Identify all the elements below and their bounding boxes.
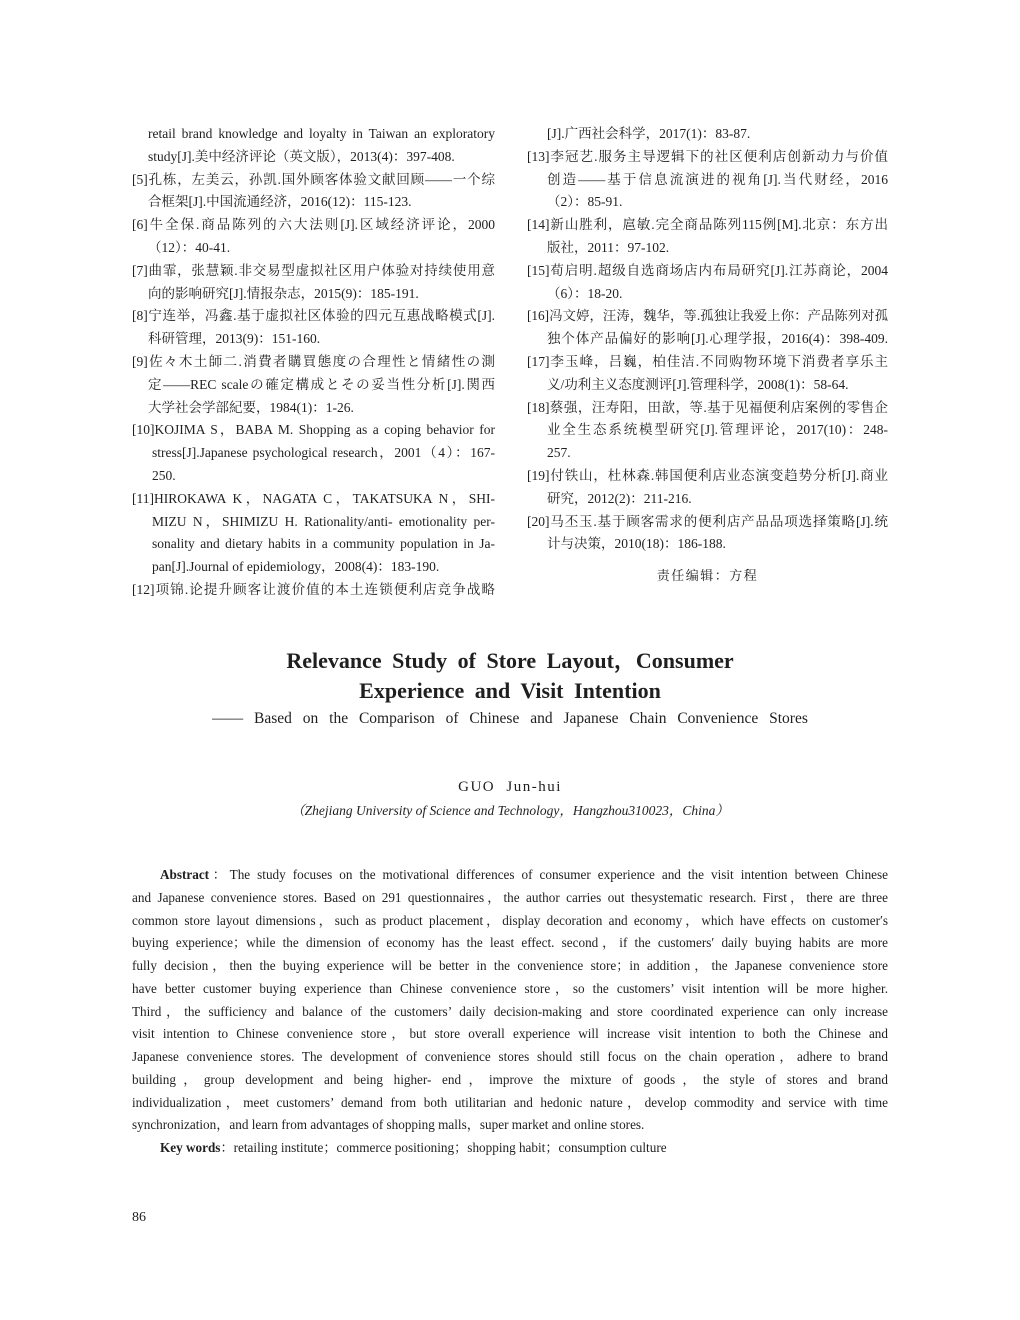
article-subtitle: —— Based on the Comparison of Chinese and Japanese Chain Convenience Stores bbox=[212, 710, 808, 727]
reference-item bbox=[527, 305, 888, 351]
reference-item bbox=[132, 260, 495, 306]
abstract-line: and Japanese convenience stores. Based on 291 questionnaires，the author carries out thesystematic research. First，there are three bbox=[132, 889, 888, 905]
abstract-text: ：The study focuses on the motivational differences of consumer experience and the visit intention between Chinese bbox=[209, 867, 888, 882]
reference-line: 义/功利主义态度测评[J].管理科学，2008(1)：58-64. bbox=[547, 376, 849, 392]
reference-item bbox=[132, 351, 495, 419]
reference-line: [8]宁连举，冯鑫.基于虚拟社区体验的四元互惠战略模式[J]. bbox=[132, 308, 495, 324]
abstract-line bbox=[132, 864, 888, 887]
abstract bbox=[132, 864, 888, 1160]
abstract-line: buying experience；while the dimension of economy has the least effect. second，if the customers′ daily buying habits are more bbox=[132, 935, 888, 951]
abstract-line: fully decision，then the buying experience will be better in the convenience store；in addition，the Japanese convenience store bbox=[132, 958, 888, 973]
abstract-line: synchronization，and learn from advantages of shopping malls，super market and online stores. bbox=[132, 1117, 645, 1133]
reference-line: （2）：85-91. bbox=[547, 194, 623, 210]
reference-line: 大学社会学部紀要，1984(1)：1-26. bbox=[148, 399, 354, 415]
keywords-label: Key words bbox=[160, 1140, 221, 1155]
reference-item bbox=[527, 214, 888, 260]
reference-item bbox=[527, 146, 888, 214]
reference-line: [9]佐々木土師二.消費者購買態度の合理性と情緒性の測 bbox=[132, 353, 495, 369]
reference-item bbox=[527, 123, 888, 146]
reference-line: study[J].美中经济评论（英文版），2013(4)：397-408. bbox=[148, 148, 455, 164]
abstract-line: individualization，meet customers’ demand from both utilitarian and hedonic nature，develop commodity and service with time bbox=[132, 1094, 888, 1110]
abstract-line: visit intention to Chinese convenience store，but store overall experience will increase visit intention to both the Chinese and bbox=[132, 1026, 888, 1042]
reference-line: [20]马丕玉.基于顾客需求的便利店产品品项选择策略[J].统 bbox=[527, 513, 888, 529]
reference-item bbox=[527, 351, 888, 397]
keywords bbox=[132, 1137, 888, 1160]
reference-line: [6]牛全保.商品陈列的六大法则[J].区域经济评论，2000 bbox=[132, 217, 495, 233]
keywords-text: ：retailing institute；commerce positioning；shopping habit；consumption culture bbox=[220, 1140, 667, 1155]
reference-line: retail brand knowledge and loyalty in Taiwan an exploratory bbox=[148, 126, 495, 141]
abstract-line: Third，the sufficiency and balance of the customers’ daily decision-making and store coordinated experience can only increase bbox=[132, 1003, 888, 1019]
reference-line: 250. bbox=[152, 467, 176, 483]
reference-item bbox=[132, 214, 495, 260]
reference-line: [14]新山胜利，扈敏.完全商品陈列115例[M].北京：东方出 bbox=[527, 217, 888, 233]
reference-line: [10]KOJIMA S，BABA M. Shopping as a coping behavior for bbox=[132, 422, 495, 438]
reference-line: MIZU N，SHIMIZU H. Rationality/anti- emotionality per- bbox=[152, 513, 495, 529]
reference-line: pan[J].Journal of epidemiology，2008(4)：183-190. bbox=[152, 559, 440, 575]
reference-item bbox=[527, 260, 888, 306]
reference-line: [7]曲霏，张慧颖.非交易型虚拟社区用户体验对持续使用意 bbox=[132, 262, 495, 278]
reference-line: sonality and dietary habits in a community population in Ja- bbox=[152, 536, 495, 552]
page-number: 86 bbox=[132, 1210, 146, 1225]
reference-item bbox=[132, 488, 495, 579]
author-name: GUO Jun-hui bbox=[458, 779, 562, 795]
reference-item bbox=[527, 465, 888, 511]
reference-line: 257. bbox=[547, 445, 571, 461]
reference-line: stress[J].Japanese psychological research，2001（4）：167- bbox=[152, 445, 495, 461]
reference-item bbox=[527, 511, 888, 557]
reference-line: [15]荀启明.超级自选商场店内布局研究[J].江苏商论，2004 bbox=[527, 262, 888, 278]
reference-line: 研究，2012(2)：211-216. bbox=[547, 490, 692, 506]
reference-line: 独个体产品偏好的影响[J].心理学报，2016(4)：398-409. bbox=[547, 331, 888, 347]
reference-item bbox=[132, 419, 495, 487]
reference-item bbox=[132, 305, 495, 351]
reference-line: [12]项锦.论提升顾客让渡价值的本土连锁便利店竞争战略 bbox=[132, 581, 495, 597]
reference-line: （12）：40-41. bbox=[148, 239, 231, 255]
references-left-column bbox=[132, 123, 495, 602]
abstract-label: Abstract bbox=[160, 867, 210, 882]
reference-line: 科研管理，2013(9)：151-160. bbox=[148, 331, 321, 347]
reference-line: （6）：18-20. bbox=[547, 285, 623, 301]
reference-line: [18]蔡强，汪寿阳，田歆，等.基于见福便利店案例的零售企 bbox=[527, 399, 888, 415]
reference-line: 版社，2011：97-102. bbox=[547, 239, 670, 255]
abstract-line: Japanese convenience stores. The development of convenience stores should still focus on the chain operation，adhere to brand bbox=[132, 1049, 888, 1064]
reference-line: [17]李玉峰，吕巍，柏佳洁.不同购物环境下消费者享乐主 bbox=[527, 353, 888, 369]
reference-line: [16]冯文婷，汪涛，魏华，等.孤独让我爱上你：产品陈列对孤 bbox=[527, 308, 888, 324]
abstract-line: have better customer buying experience than Chinese convenience store，so the customers’ visit intention will be more higher. bbox=[132, 980, 888, 996]
reference-line: 合框架[J].中国流通经济，2016(12)：115-123. bbox=[148, 194, 412, 210]
reference-line: 定——REC scaleの確定構成とその妥当性分析[J].関西 bbox=[148, 376, 495, 392]
abstract-line: building，group development and being higher- end，improve the mixture of goods，the style of stores and brand bbox=[132, 1071, 888, 1087]
references-right-column bbox=[527, 123, 888, 556]
reference-item bbox=[132, 579, 495, 602]
article-title-line: Experience and Visit Intention bbox=[359, 678, 661, 703]
reference-line: 创造——基于信息流演进的视角[J].当代财经，2016 bbox=[547, 171, 888, 187]
article-title-line: Relevance Study of Store Layout，Consumer bbox=[286, 648, 734, 673]
reference-line: [5]孔栋，左美云，孙凯.国外顾客体验文献回顾——一个综 bbox=[132, 171, 495, 187]
reference-line: 计与决策，2010(18)：186-188. bbox=[547, 536, 726, 552]
responsible-editor-note: 责任编辑：方程 bbox=[656, 568, 759, 583]
reference-line: 向的影响研究[J].情报杂志，2015(9)：185-191. bbox=[148, 285, 419, 301]
abstract-line: common store layout dimensions，such as product placement，display decoration and economy，which have effects on customer′s bbox=[132, 912, 888, 928]
reference-item bbox=[132, 169, 495, 215]
reference-line: [19]付铁山，杜林森.韩国便利店业态演变趋势分析[J].商业 bbox=[527, 467, 888, 483]
reference-line: [J].广西社会科学，2017(1)：83-87. bbox=[547, 126, 751, 141]
reference-line: [13]李冠艺.服务主导逻辑下的社区便利店创新动力与价值 bbox=[527, 148, 888, 164]
reference-line: 业全生态系统模型研究[J].管理评论，2017(10)：248- bbox=[547, 422, 888, 438]
reference-line: [11]HIROKAWA K，NAGATA C，TAKATSUKA N，SHI- bbox=[132, 490, 495, 506]
article-title bbox=[0, 646, 1020, 706]
author-affiliation: （Zhejiang University of Science and Technology，Hangzhou310023，China） bbox=[291, 803, 729, 818]
reference-item bbox=[132, 123, 495, 169]
reference-item bbox=[527, 397, 888, 465]
